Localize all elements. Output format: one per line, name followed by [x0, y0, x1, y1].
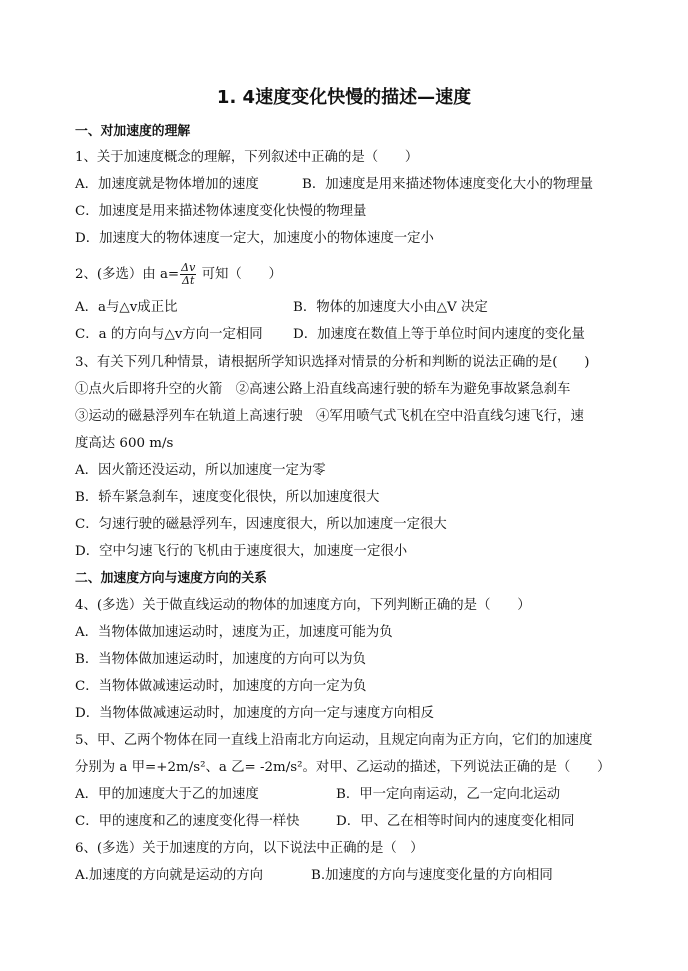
q6-option-a: A.加速度的方向就是运动的方向: [75, 868, 264, 883]
section-heading-1: 一、对加速度的理解: [75, 124, 191, 139]
q2-fraction-denominator: Δt: [182, 274, 195, 287]
q5-option-d: D．甲、乙在相等时间内的速度变化相同: [336, 814, 575, 829]
q1-option-a: A．加速度就是物体增加的速度: [75, 177, 259, 192]
page-title: 1. 4速度变化快慢的描述—速度: [216, 87, 472, 108]
q3-scenario-line-3: 度高达 600 m/s: [75, 436, 174, 451]
section-heading-2: 二、加速度方向与速度方向的关系: [75, 571, 267, 586]
q2-option-a: A．a与△v成正比: [75, 300, 178, 315]
q4-option-a: A．当物体做加速运动时，速度为正，加速度可能为负: [75, 625, 393, 640]
q2-fraction-numerator: Δv: [181, 261, 196, 274]
q3-option-c: C．匀速行驶的磁悬浮列车，因速度很大，所以加速度一定很大: [75, 517, 447, 532]
q4-option-b: B．当物体做加速运动时，加速度的方向可以为负: [75, 652, 367, 667]
q2-stem: [75, 262, 615, 287]
q3-option-b: B．轿车紧急刹车，速度变化很快，所以加速度很大: [75, 490, 380, 505]
q1-option-c: C．加速度是用来描述物体速度变化快慢的物理量: [75, 204, 367, 219]
q3-scenario-line-1: ①点火后即将升空的火箭 ②高速公路上沿直线高速行驶的轿车为避免事故紧急刹车: [75, 382, 571, 397]
q4-option-d: D．当物体做减速运动时，加速度的方向一定与速度方向相反: [75, 706, 434, 721]
q5-stem-line-1: 5、甲、乙两个物体在同一直线上沿南北方向运动，且规定向南为正方向，它们的加速度: [75, 733, 593, 748]
q5-stem-line-2: 分别为 a 甲=+2m/s²、a 乙= -2m/s²。对甲、乙运动的描述，下列说法正确的是（ ）: [75, 760, 611, 775]
q1-option-d: D．加速度大的物体速度一定大，加速度小的物体速度一定小: [75, 231, 434, 246]
q4-option-c: C．当物体做减速运动时，加速度的方向一定为负: [75, 679, 367, 694]
q3-option-d: D．空中匀速飞行的飞机由于速度很大，加速度一定很小: [75, 544, 408, 559]
q3-option-a: A．因火箭还没运动，所以加速度一定为零: [75, 463, 326, 478]
q2-stem-suffix: 可知（ ）: [197, 267, 282, 282]
q2-option-b: B．物体的加速度大小由△V 决定: [293, 300, 488, 315]
q2-fraction: [180, 262, 196, 287]
q5-option-c: C．甲的速度和乙的速度变化得一样快: [75, 814, 300, 829]
q2-stem-prefix: 2、(多选）由 a=: [75, 267, 180, 282]
q5-option-a: A．甲的加速度大于乙的加速度: [75, 787, 259, 802]
q6-stem: 6、(多选）关于加速度的方向，以下说法中正确的是（ ）: [75, 841, 424, 856]
q4-stem: 4、(多选）关于做直线运动的物体的加速度方向，下列判断正确的是（ ）: [75, 598, 531, 613]
q2-option-d: D．加速度在数值上等于单位时间内速度的变化量: [293, 327, 585, 342]
q3-stem: 3、有关下列几种情景，请根据所学知识选择对情景的分析和判断的说法正确的是( ): [75, 355, 590, 370]
q1-option-b: B．加速度是用来描述物体速度变化大小的物理量: [302, 177, 594, 192]
q5-option-b: B．甲一定向南运动，乙一定向北运动: [336, 787, 561, 802]
q2-option-c: C．a 的方向与△v方向一定相同: [75, 327, 263, 342]
q6-option-b: B.加速度的方向与速度变化量的方向相同: [311, 868, 553, 883]
q1-stem: 1、关于加速度概念的理解，下列叙述中正确的是（ ）: [75, 150, 419, 165]
q3-scenario-line-2: ③运动的磁悬浮列车在轨道上高速行驶 ④军用喷气式飞机在空中沿直线匀速飞行，速: [75, 409, 584, 424]
